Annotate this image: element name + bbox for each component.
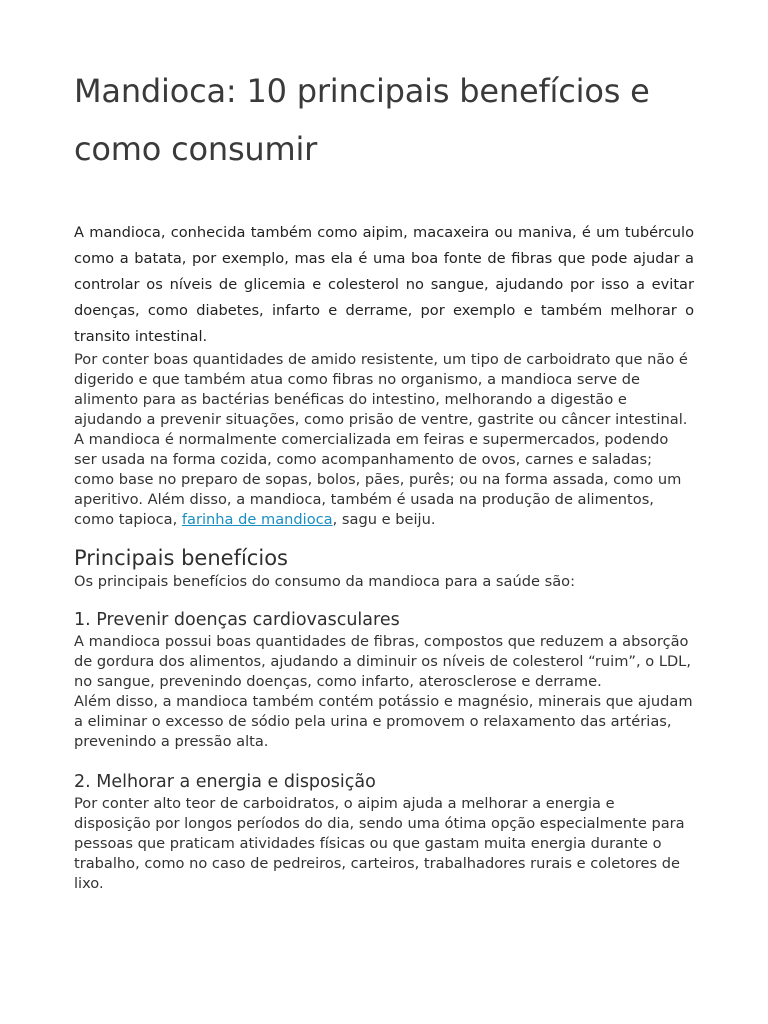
page-title: Mandioca: 10 principais benefícios e como consumir — [74, 72, 650, 168]
paragraph-commercialization — [74, 430, 694, 530]
article — [74, 0, 694, 894]
benefits-lead: Os principais benefícios do consumo da mandioca para a saúde são: — [74, 573, 576, 590]
intro-paragraph: A mandioca, conhecida também como aipim, macaxeira ou maniva, é um tubérculo como a batata, por exemplo, mas ela é uma boa fonte de fibras que pode ajudar a controlar os níveis de glicemia e colesterol no sangue, ajudando por isso a evitar doenças, como diabetes, infarto e derrame, por exemplo e também melhorar o transito intestinal. — [74, 224, 694, 345]
benefit-heading-energy: 2. Melhorar a energia e disposição — [74, 772, 376, 792]
paragraph-commercialization-tail: , sagu e beiju. — [332, 511, 436, 528]
section-heading-benefits: Principais benefícios — [74, 546, 288, 570]
benefit-heading-cardiovascular: 1. Prevenir doenças cardiovasculares — [74, 610, 400, 630]
paragraph-resistant-starch: Por conter boas quantidades de amido resistente, um tipo de carboidrato que não é digerido e que também atua como fibras no organismo, a mandioca serve de alimento para as bactérias benéficas do intestino, melhorando a digestão e ajudando a prevenir situações, como prisão de ventre, gastrite ou câncer intestinal. — [74, 351, 688, 428]
paragraph-commercialization-text: A mandioca é normalmente comercializada em feiras e supermercados, podendo ser usada na forma cozida, como acompanhamento de ovos, carnes e saladas; como base no preparo de sopas, bolos, pães, purês; ou na forma assada, como um aperitivo. Além disso, a mandioca, também é usada na produção de alimentos, como tapioca, — [74, 431, 682, 528]
benefit-energy-paragraph-1: Por conter alto teor de carboidratos, o aipim ajuda a melhorar a energia e disposição por longos períodos do dia, sendo uma ótima opção especialmente para pessoas que praticam atividades físicas ou que gastam muita energia durante o trabalho, como no caso de pedreiros, carteiros, trabalhadores rurais e coletores de lixo. — [74, 795, 685, 892]
benefit-cardiovascular-paragraph-2: Além disso, a mandioca também contém potássio e magnésio, minerais que ajudam a eliminar o excesso de sódio pela urina e promovem o relaxamento das artérias, prevenindo a pressão alta. — [74, 693, 693, 750]
benefit-cardiovascular-paragraph-1: A mandioca possui boas quantidades de fibras, compostos que reduzem a absorção de gordura dos alimentos, ajudando a diminuir os níveis de colesterol “ruim”, o LDL, no sangue, prevenindo doenças, como infarto, aterosclerose e derrame. — [74, 633, 691, 690]
farinha-de-mandioca-link[interactable]: farinha de mandioca — [181, 511, 333, 528]
